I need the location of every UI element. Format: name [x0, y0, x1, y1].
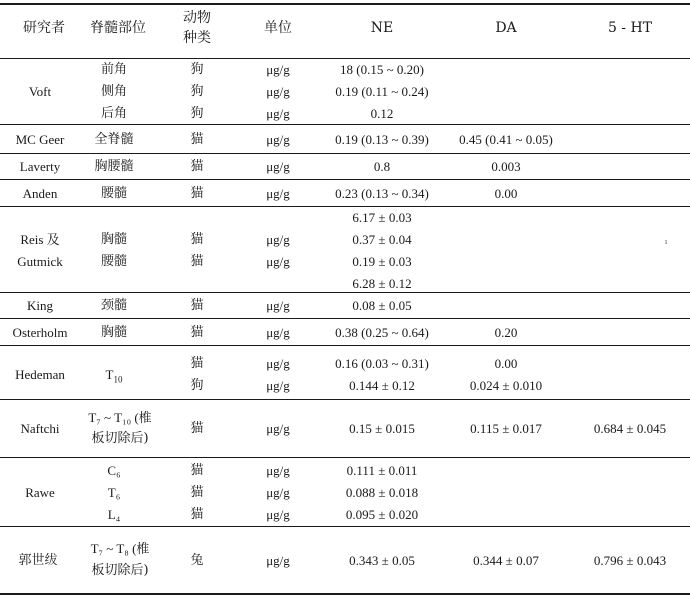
da-value: 0.00: [494, 186, 518, 201]
animal: 猫: [190, 356, 204, 371]
ne-value: 0.095 ± 0.020: [345, 507, 419, 522]
row-divider: [0, 153, 690, 154]
site-subscript: 10: [113, 374, 123, 385]
row-divider: [0, 292, 690, 293]
site: 前角: [100, 62, 128, 77]
ne-value: 0.111 ± 0.011: [346, 463, 418, 478]
table-bottom-rule: [0, 593, 690, 595]
site: 胸腰髓: [94, 159, 134, 174]
site: 全脊髓: [94, 132, 134, 147]
unit: μg/g: [266, 159, 290, 174]
unit: μg/g: [266, 84, 290, 99]
unit: μg/g: [266, 507, 290, 522]
site-line2: 板切除后): [91, 431, 149, 446]
researcher-gutmick: Gutmick: [17, 254, 63, 269]
ne-value: 0.12: [370, 106, 394, 121]
animal: 猫: [190, 232, 204, 247]
researcher-reis: Reis 及: [20, 232, 60, 247]
animal: 兔: [190, 553, 204, 568]
header-unit: 单位: [264, 20, 292, 36]
ne-value: 0.08 ± 0.05: [352, 298, 412, 313]
unit: μg/g: [266, 325, 290, 340]
site-base: T: [105, 367, 114, 382]
unit: μg/g: [266, 232, 290, 247]
researcher-king: King: [27, 298, 53, 313]
ne-value: 6.17 ± 0.03: [352, 210, 412, 225]
researcher-anden: Anden: [22, 186, 58, 201]
ne-value: 0.19 (0.13 ~ 0.39): [335, 132, 429, 147]
researcher-rawe: Rawe: [25, 485, 55, 500]
animal: 狗: [190, 378, 204, 393]
unit: μg/g: [266, 62, 290, 77]
header-rule: [0, 58, 690, 59]
row-divider: [0, 457, 690, 458]
header-5ht: 5 - HT: [607, 20, 653, 36]
researcher-guo: 郭世绂: [18, 553, 58, 568]
ne-value: 0.23 (0.13 ~ 0.34): [335, 186, 429, 201]
ne-value: 0.19 (0.11 ~ 0.24): [335, 84, 429, 99]
animal: 猫: [190, 325, 204, 340]
row-divider: [0, 526, 690, 527]
animal: 猫: [190, 132, 204, 147]
ne-value: 0.15 ± 0.015: [349, 421, 415, 436]
site-line1: T₇ ~ T₁₀ (椎: [88, 410, 152, 425]
animal: 狗: [190, 84, 204, 99]
unit: μg/g: [266, 421, 290, 436]
animal: 猫: [190, 507, 204, 522]
site-line2: 板切除后): [91, 563, 149, 578]
da-value: 0.45 (0.41 ~ 0.05): [459, 132, 553, 147]
da-value: 0.20: [494, 325, 518, 340]
site: 腰髓: [100, 254, 128, 269]
site: 侧角: [100, 84, 128, 99]
researcher-laverty: Laverty: [19, 159, 61, 174]
animal: 猫: [190, 421, 204, 436]
table-top-rule: [0, 3, 690, 5]
researcher-voft: Voft: [28, 84, 52, 99]
da-value: 0.344 ± 0.07: [473, 553, 539, 568]
animal: 猫: [190, 159, 204, 174]
ne-value: 0.16 (0.03 ~ 0.31): [335, 356, 429, 371]
5ht-value: 0.796 ± 0.043: [593, 553, 667, 568]
site: 腰髓: [100, 186, 128, 201]
unit: μg/g: [266, 298, 290, 313]
ne-value: 18 (0.15 ~ 0.20): [340, 62, 424, 77]
animal: 猫: [190, 298, 204, 313]
animal: 狗: [190, 106, 204, 121]
animal: 猫: [190, 463, 204, 478]
site: L₄: [107, 507, 121, 522]
stray-mark: 1: [664, 240, 668, 246]
ne-value: 0.088 ± 0.018: [345, 485, 419, 500]
unit: μg/g: [266, 356, 290, 371]
ne-value: 6.28 ± 0.12: [352, 276, 412, 291]
unit: μg/g: [266, 254, 290, 269]
da-value: 0.003: [491, 159, 521, 174]
site: 胸髓: [100, 325, 128, 340]
site: T₆: [107, 485, 121, 500]
site: C₆: [107, 463, 121, 478]
animal: 猫: [190, 485, 204, 500]
da-value: 0.115 ± 0.017: [470, 421, 542, 436]
animal: 狗: [190, 62, 204, 77]
5ht-value: 0.684 ± 0.045: [593, 421, 667, 436]
researcher-naftchi: Naftchi: [20, 421, 60, 436]
header-site: 脊髓部位: [90, 20, 146, 36]
researcher-mcgeer: MC Geer: [15, 132, 65, 147]
header-animal-line1: 动物: [183, 10, 211, 26]
da-value: 0.00: [494, 356, 518, 371]
unit: μg/g: [266, 485, 290, 500]
da-value: 0.024 ± 0.010: [469, 378, 543, 393]
animal: 猫: [190, 186, 204, 201]
row-divider: [0, 179, 690, 180]
header-animal-line2: 种类: [183, 30, 211, 46]
animal: 猫: [190, 254, 204, 269]
row-divider: [0, 345, 690, 346]
researcher-osterholm: Osterholm: [12, 325, 68, 340]
site: 胸髓: [100, 232, 128, 247]
ne-value: 0.343 ± 0.05: [349, 553, 415, 568]
unit: μg/g: [266, 553, 290, 568]
ne-value: 0.38 (0.25 ~ 0.64): [335, 325, 429, 340]
header-da: DA: [495, 20, 517, 36]
ne-value: 0.8: [373, 159, 391, 174]
researcher-hedeman: Hedeman: [15, 367, 65, 382]
site: [106, 367, 123, 388]
unit: μg/g: [266, 186, 290, 201]
header-ne: NE: [370, 20, 394, 36]
ne-value: 0.19 ± 0.03: [352, 254, 412, 269]
site-line1: T₇ ~ T₈ (椎: [90, 541, 150, 556]
site: 颈髓: [100, 298, 128, 313]
unit: μg/g: [266, 463, 290, 478]
row-divider: [0, 124, 690, 125]
ne-value: 0.37 ± 0.04: [352, 232, 412, 247]
site: 后角: [100, 106, 128, 121]
unit: μg/g: [266, 106, 290, 121]
unit: μg/g: [266, 132, 290, 147]
row-divider: [0, 318, 690, 319]
ne-value: 0.144 ± 0.12: [349, 378, 415, 393]
row-divider: [0, 399, 690, 400]
header-researcher: 研究者: [23, 20, 65, 36]
unit: μg/g: [266, 378, 290, 393]
row-divider: [0, 206, 690, 207]
